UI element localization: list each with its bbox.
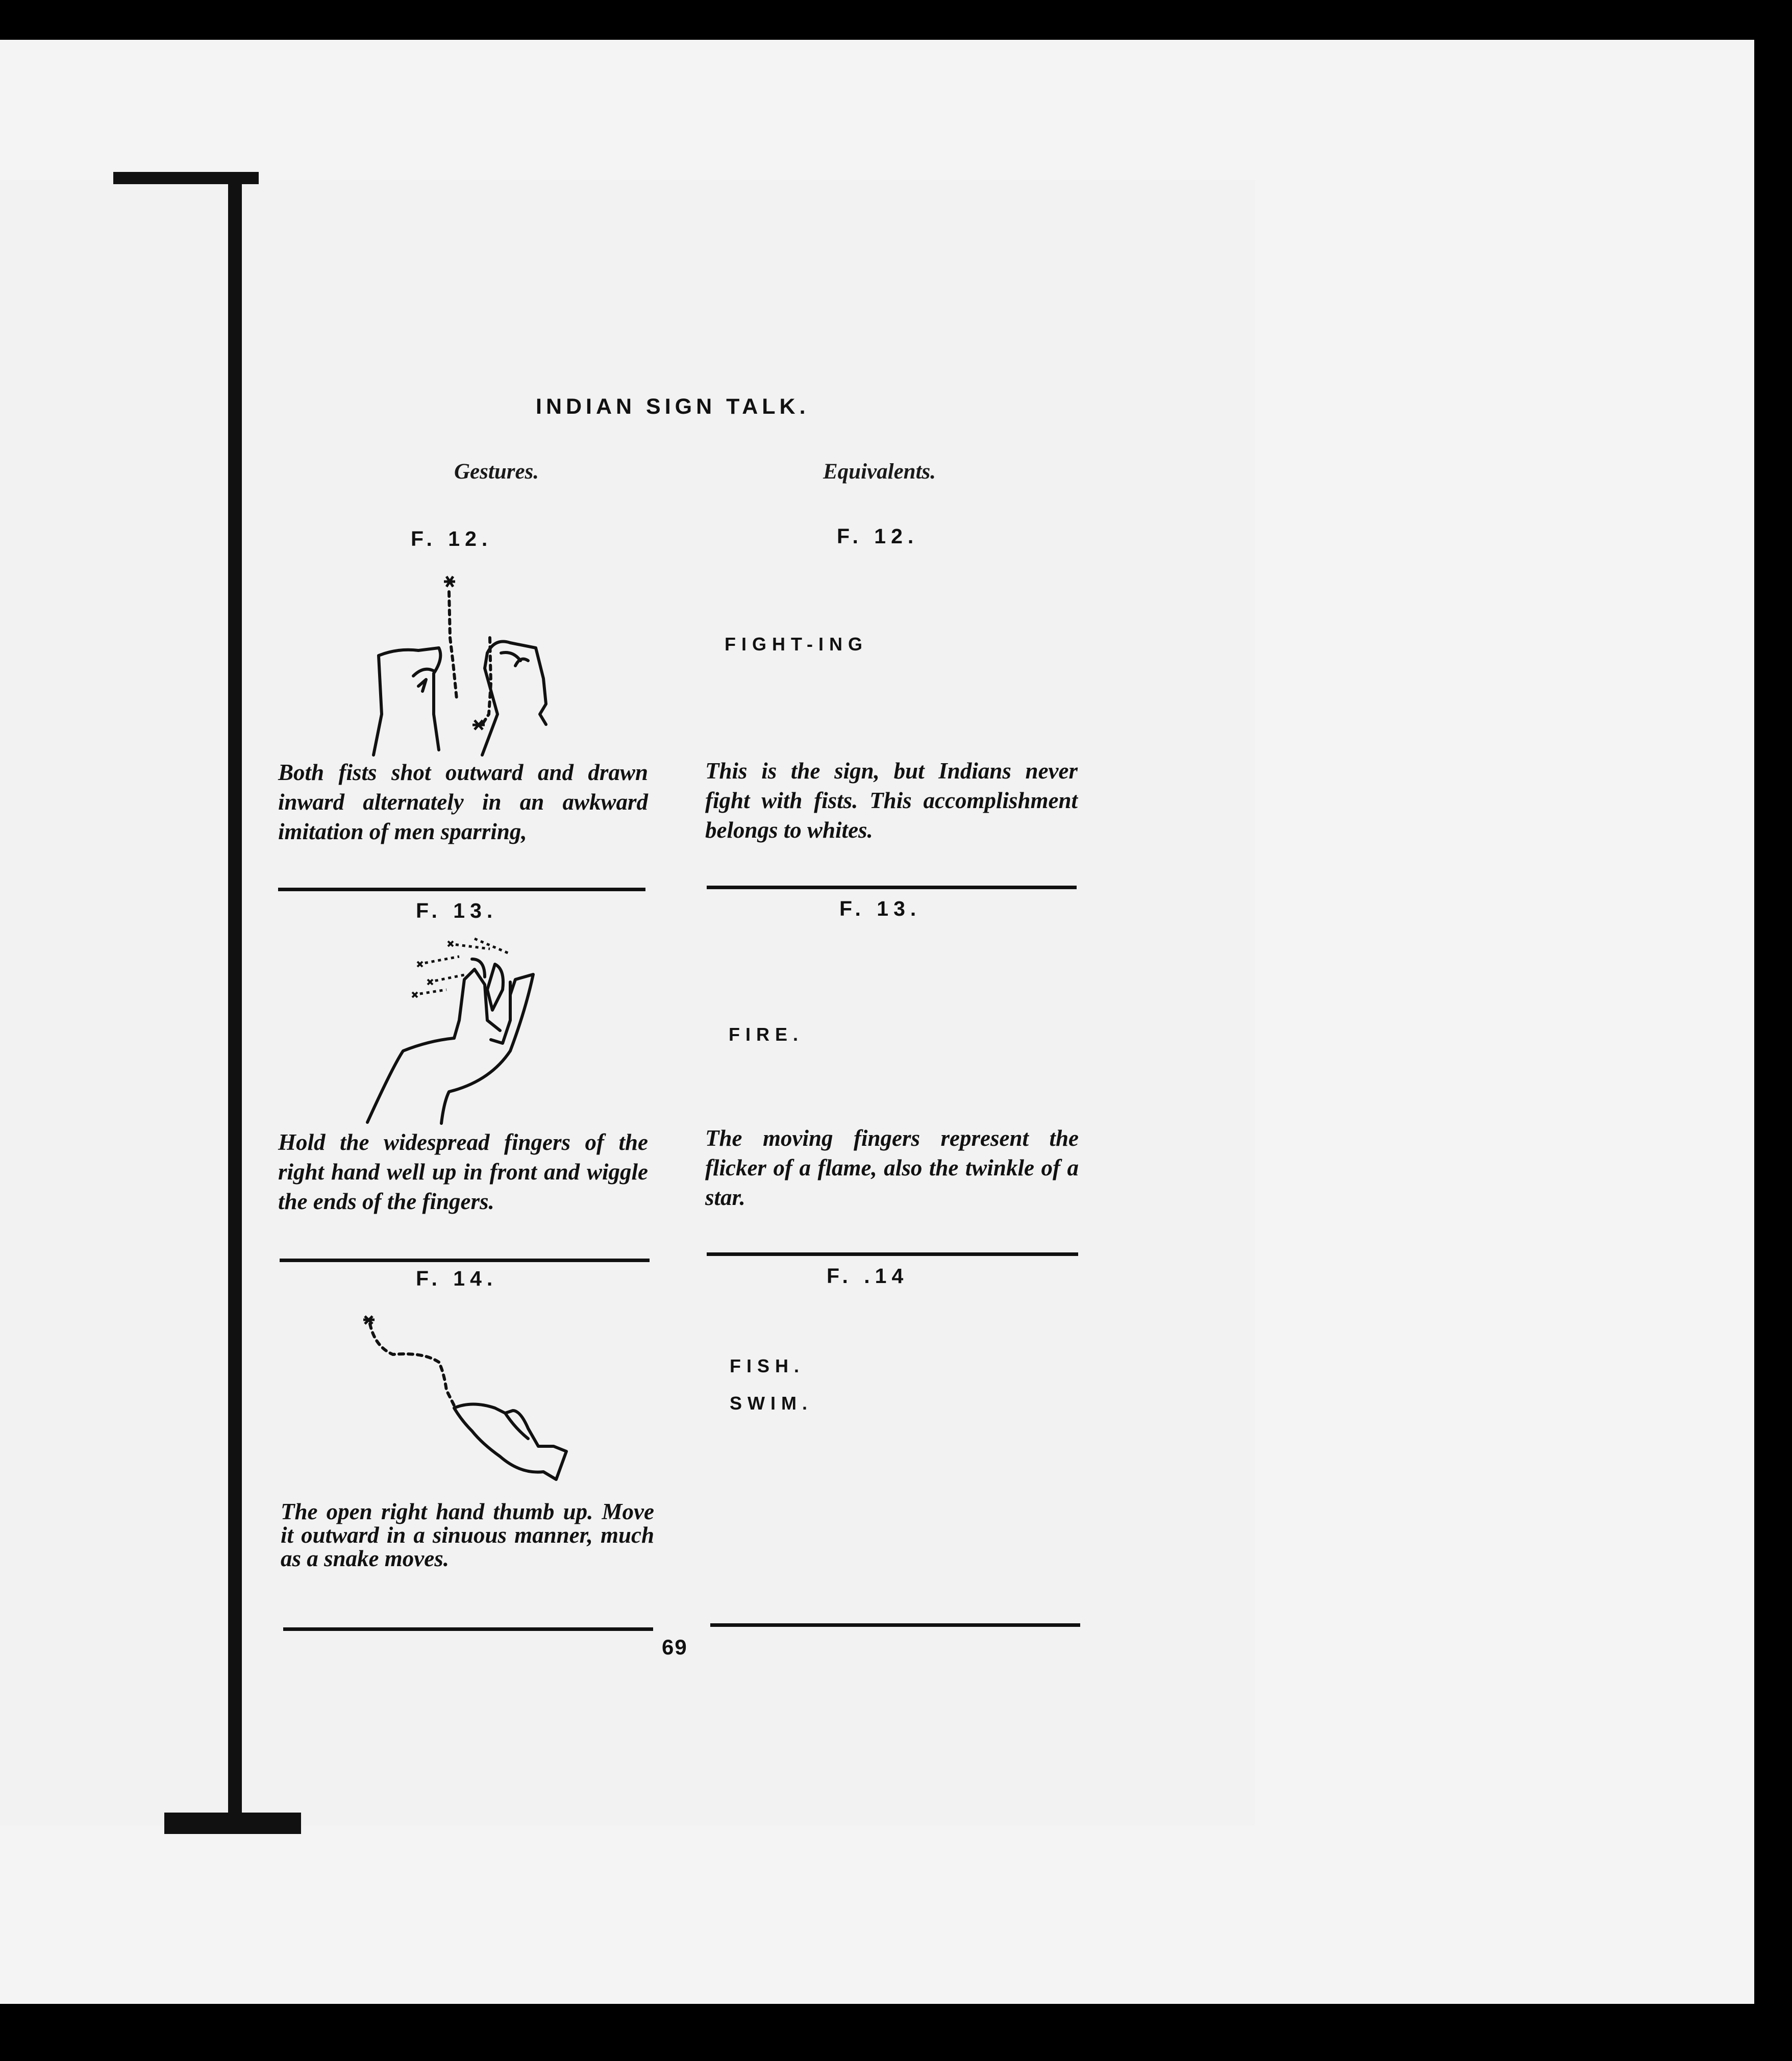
figure-label-f13-gesture: F. 13. — [416, 899, 498, 922]
swimming-hand-illustration — [352, 1306, 577, 1495]
binding-marker-bottom — [164, 1813, 301, 1834]
figure-label-f12-equivalent: F. 12. — [837, 524, 919, 548]
equivalent-word-swim: SWIM. — [730, 1393, 813, 1414]
column-heading-gestures: Gestures. — [454, 460, 539, 484]
scan-bottom-border — [0, 2004, 1792, 2061]
gesture-description-f14: The open right hand thumb up. Move it outward in a sinuous manner, much as a snake moves. — [281, 1499, 654, 1571]
divider-rule — [707, 886, 1077, 889]
equivalent-description-f13: The moving fingers represent the flicker of a flame, also the twinkle of a star. — [705, 1125, 1079, 1210]
equivalent-word-fire: FIRE. — [729, 1024, 804, 1045]
divider-rule — [707, 1252, 1078, 1256]
equivalent-description-f12: This is the sign, but Indians never fight with fists. This accomplishment belongs to whites. — [705, 758, 1078, 843]
figure-label-f13-equivalent: F. 13. — [839, 897, 922, 920]
binding-marker-stem — [228, 176, 242, 1824]
figure-label-f14-gesture: F. 14. — [416, 1267, 498, 1290]
divider-rule — [280, 1259, 650, 1262]
figure-label-f14-equivalent: F. .14 — [827, 1264, 909, 1288]
equivalent-word-fighting: FIGHT-ING — [725, 634, 868, 655]
wiggling-fingers-illustration — [357, 934, 571, 1127]
book-page — [0, 180, 1255, 1825]
page-title: INDIAN SIGN TALK. — [536, 394, 810, 419]
column-heading-equivalents: Equivalents. — [823, 460, 936, 484]
fists-sparring-illustration — [367, 561, 556, 758]
equivalent-word-fish: FISH. — [730, 1355, 805, 1376]
page-number: 69 — [662, 1635, 688, 1659]
gesture-description-f13: Hold the widespread fingers of the right hand well up in front and wiggle the ends of the fingers. — [278, 1129, 648, 1214]
divider-rule — [278, 888, 645, 891]
gesture-description-f12: Both fists shot outward and drawn inward alternately in an awkward imitation of men sparring, — [278, 760, 648, 844]
divider-rule — [710, 1623, 1080, 1627]
divider-rule — [283, 1627, 653, 1631]
scan-right-border — [1754, 0, 1792, 2061]
figure-label-f12-gesture: F. 12. — [411, 527, 493, 550]
